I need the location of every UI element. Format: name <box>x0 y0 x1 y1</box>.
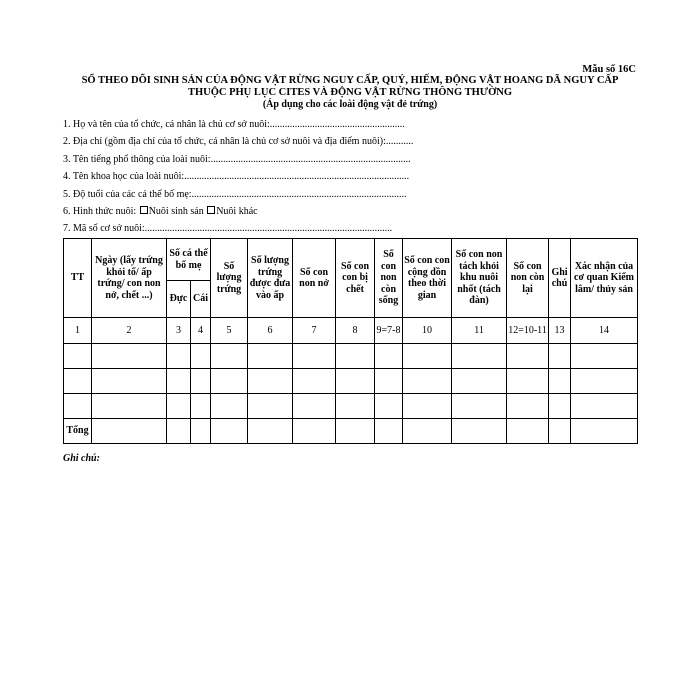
option-other-label: Nuôi khác <box>216 206 258 218</box>
document-title <box>60 75 640 111</box>
note-label: Ghi chú: <box>63 453 100 464</box>
column-number: 7 <box>293 318 336 344</box>
info-fields <box>63 116 643 238</box>
title-line-2: THUỘC PHỤ LỤC CITES VÀ ĐỘNG VẬT RỪNG THÔNG THƯỜNG <box>187 87 513 98</box>
header-remaining: Số con non còn lại <box>507 239 549 318</box>
header-separated: Số con non tách khỏi khu nuôi nhốt (tách đàn) <box>452 239 507 318</box>
column-number: 8 <box>336 318 375 344</box>
column-number: 14 <box>571 318 638 344</box>
header-male: Đực <box>167 281 191 318</box>
column-number: 11 <box>452 318 507 344</box>
header-female: Cái <box>191 281 211 318</box>
field-scientific-name: 4. Tên khoa học của loài nuôi:.......................................................................................... <box>63 171 410 183</box>
column-number: 4 <box>191 318 211 344</box>
header-hatched: Số con non nở <box>293 239 336 318</box>
farming-type-label: 6. Hình thức nuôi: <box>63 206 137 218</box>
column-number: 3 <box>167 318 191 344</box>
form-code: Mẫu số 16C <box>582 64 636 75</box>
title-line-1: SỔ THEO DÕI SINH SẢN CỦA ĐỘNG VẬT RỪNG NGUY CẤP, QUÝ, HIẾM, ĐỘNG VẬT HOANG DÃ NGUY CẤP <box>81 75 619 86</box>
column-number: 6 <box>248 318 293 344</box>
table-row <box>64 394 638 419</box>
field-facility-code: 7. Mã số cơ sở nuôi:................................................................................................... <box>63 223 393 235</box>
column-number: 9=7-8 <box>375 318 403 344</box>
column-number: 13 <box>549 318 571 344</box>
column-number-row <box>64 318 638 344</box>
column-number: 1 <box>64 318 92 344</box>
field-parent-age: 5. Độ tuổi của các cá thể bố mẹ:...................................................................................... <box>63 188 407 200</box>
header-cumulative: Số con con cộng dồn theo thời gian <box>403 239 452 318</box>
header-tt: TT <box>64 239 92 318</box>
column-number: 10 <box>403 318 452 344</box>
column-number: 5 <box>211 318 248 344</box>
field-owner-name: 1. Họ và tên của tổ chức, cá nhân là chủ cơ sở nuôi:...................................................... <box>63 119 405 130</box>
header-notes: Ghi chú <box>549 239 571 318</box>
breeding-table <box>63 238 638 444</box>
header-confirmation: Xác nhận của cơ quan Kiểm lâm/ thủy sản <box>571 239 638 318</box>
field-common-name: 3. Tên tiếng phổ thông của loài nuôi:................................................................................ <box>63 153 411 165</box>
total-label: Tổng <box>64 419 92 444</box>
title-line-3: (Áp dụng cho các loài động vật đẻ trứng) <box>262 99 438 110</box>
field-address: 2. Địa chỉ (gồm địa chỉ của tổ chức, cá nhân là chủ cơ sở nuôi và địa điểm nuôi):........... <box>63 136 414 148</box>
field-farming-type <box>63 203 643 220</box>
column-number: 2 <box>92 318 167 344</box>
checkbox-breeding[interactable] <box>140 206 148 214</box>
header-eggs-incubated: Số lượng trứng được đưa vào ấp <box>248 239 293 318</box>
table-row <box>64 344 638 369</box>
header-parent-count: Số cá thể bố mẹ <box>167 239 211 281</box>
table-row <box>64 369 638 394</box>
header-dead: Số con con bị chết <box>336 239 375 318</box>
checkbox-other[interactable] <box>207 206 215 214</box>
header-row <box>64 239 638 281</box>
option-breeding-label: Nuôi sinh sản <box>148 206 204 218</box>
column-number: 12=10-11 <box>507 318 549 344</box>
total-row <box>64 419 638 444</box>
header-egg-count: Số lượng trứng <box>211 239 248 318</box>
header-alive: Số con non còn sống <box>375 239 403 318</box>
header-date: Ngày (lấy trứng khỏi tổ/ ấp trứng/ con non nở, chết ...) <box>92 239 167 318</box>
